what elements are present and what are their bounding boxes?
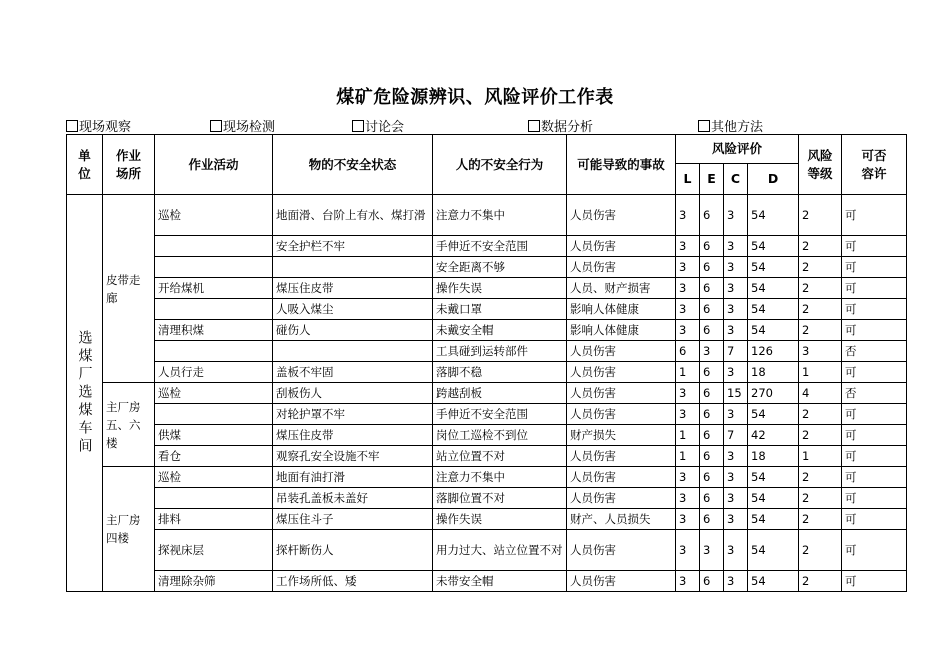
l-cell: 3: [676, 320, 700, 341]
l-cell: 1: [676, 425, 700, 446]
activity-cell: [155, 299, 273, 320]
behavior-cell: 未带安全帽: [433, 571, 567, 592]
level-cell: 2: [799, 278, 842, 299]
level-cell: 2: [799, 509, 842, 530]
level-cell: 2: [799, 404, 842, 425]
place-cell: 主厂房 五、六 楼: [103, 383, 155, 467]
e-cell: 6: [700, 404, 724, 425]
c-cell: 3: [724, 299, 748, 320]
l-cell: 3: [676, 278, 700, 299]
level-cell: 2: [799, 236, 842, 257]
e-cell: 3: [700, 530, 724, 571]
l-cell: 3: [676, 195, 700, 236]
accident-cell: 人员伤害: [567, 383, 676, 404]
accident-cell: 人员伤害: [567, 341, 676, 362]
col-header-tolerable: 可否 容许: [842, 135, 907, 195]
table-row: [67, 509, 907, 530]
object-state-cell: 安全护栏不牢: [273, 236, 433, 257]
table-row: [67, 299, 907, 320]
d-cell: 18: [748, 446, 799, 467]
object-state-cell: 盖板不牢固: [273, 362, 433, 383]
l-cell: 1: [676, 362, 700, 383]
level-cell: 4: [799, 383, 842, 404]
activity-cell: 清理除杂筛: [155, 571, 273, 592]
behavior-cell: 手伸近不安全范围: [433, 404, 567, 425]
behavior-cell: 安全距离不够: [433, 257, 567, 278]
l-cell: 6: [676, 341, 700, 362]
tolerable-cell: 可: [842, 467, 907, 488]
col-header-activity: 作业活动: [155, 135, 273, 195]
tolerable-cell: 可: [842, 446, 907, 467]
tolerable-cell: 可: [842, 362, 907, 383]
activity-cell: [155, 341, 273, 362]
e-cell: 6: [700, 467, 724, 488]
l-cell: 3: [676, 488, 700, 509]
table-row: [67, 195, 907, 236]
table-row: [67, 530, 907, 571]
object-state-cell: 对轮护罩不牢: [273, 404, 433, 425]
level-cell: 2: [799, 299, 842, 320]
behavior-cell: 岗位工巡检不到位: [433, 425, 567, 446]
c-cell: 3: [724, 446, 748, 467]
place-cell: 皮带走 廊: [103, 195, 155, 383]
activity-cell: 看仓: [155, 446, 273, 467]
e-cell: 6: [700, 446, 724, 467]
c-cell: 3: [724, 404, 748, 425]
activity-cell: 排料: [155, 509, 273, 530]
table-row: [67, 278, 907, 299]
c-cell: 3: [724, 571, 748, 592]
behavior-cell: 操作失误: [433, 509, 567, 530]
e-cell: 3: [700, 341, 724, 362]
activity-cell: 开给煤机: [155, 278, 273, 299]
method-option[interactable]: 数据分析: [528, 116, 593, 135]
table-row: [67, 404, 907, 425]
table-row: [67, 446, 907, 467]
e-cell: 6: [700, 195, 724, 236]
table-row: [67, 425, 907, 446]
c-cell: 3: [724, 257, 748, 278]
d-cell: 54: [748, 195, 799, 236]
tolerable-cell: 可: [842, 571, 907, 592]
behavior-cell: 操作失误: [433, 278, 567, 299]
d-cell: 54: [748, 278, 799, 299]
unit-cell: 选煤厂选煤车间: [67, 195, 103, 592]
table-row: [67, 257, 907, 278]
behavior-cell: 注意力不集中: [433, 467, 567, 488]
l-cell: 3: [676, 467, 700, 488]
d-cell: 54: [748, 257, 799, 278]
checkbox-icon[interactable]: [352, 120, 364, 132]
d-cell: 54: [748, 467, 799, 488]
tolerable-cell: 可: [842, 404, 907, 425]
e-cell: 6: [700, 488, 724, 509]
table-row: [67, 341, 907, 362]
c-cell: 3: [724, 509, 748, 530]
col-header-object-state: 物的不安全状态: [273, 135, 433, 195]
level-cell: 1: [799, 446, 842, 467]
c-cell: 7: [724, 425, 748, 446]
checkbox-icon[interactable]: [210, 120, 222, 132]
l-cell: 1: [676, 446, 700, 467]
behavior-cell: 站立位置不对: [433, 446, 567, 467]
l-cell: 3: [676, 404, 700, 425]
tolerable-cell: 可: [842, 278, 907, 299]
l-cell: 3: [676, 236, 700, 257]
accident-cell: 影响人体健康: [567, 320, 676, 341]
level-cell: 2: [799, 257, 842, 278]
table-row: [67, 571, 907, 592]
l-cell: 3: [676, 299, 700, 320]
d-cell: 18: [748, 362, 799, 383]
tolerable-cell: 可: [842, 425, 907, 446]
tolerable-cell: 可: [842, 299, 907, 320]
accident-cell: 人员伤害: [567, 446, 676, 467]
e-cell: 6: [700, 278, 724, 299]
checkbox-icon[interactable]: [66, 120, 78, 132]
d-cell: 54: [748, 530, 799, 571]
object-state-cell: 碰伤人: [273, 320, 433, 341]
l-cell: 3: [676, 383, 700, 404]
d-cell: 54: [748, 320, 799, 341]
e-cell: 6: [700, 425, 724, 446]
tolerable-cell: 否: [842, 341, 907, 362]
accident-cell: 人员伤害: [567, 530, 676, 571]
method-checklist: [66, 116, 906, 134]
behavior-cell: 未戴安全帽: [433, 320, 567, 341]
d-cell: 54: [748, 299, 799, 320]
c-cell: 3: [724, 362, 748, 383]
table-row: [67, 236, 907, 257]
l-cell: 3: [676, 571, 700, 592]
level-cell: 2: [799, 530, 842, 571]
behavior-cell: 注意力不集中: [433, 195, 567, 236]
behavior-cell: 未戴口罩: [433, 299, 567, 320]
e-cell: 6: [700, 236, 724, 257]
accident-cell: 影响人体健康: [567, 299, 676, 320]
d-cell: 54: [748, 236, 799, 257]
method-option[interactable]: 讨论会: [352, 116, 404, 135]
activity-cell: 人员行走: [155, 362, 273, 383]
level-cell: 3: [799, 341, 842, 362]
object-state-cell: 人吸入煤尘: [273, 299, 433, 320]
risk-table: [66, 134, 907, 592]
object-state-cell: 刮板伤人: [273, 383, 433, 404]
table-row: [67, 467, 907, 488]
c-cell: 3: [724, 278, 748, 299]
d-cell: 54: [748, 404, 799, 425]
c-cell: 3: [724, 530, 748, 571]
d-cell: 54: [748, 509, 799, 530]
accident-cell: 人员伤害: [567, 488, 676, 509]
level-cell: 2: [799, 425, 842, 446]
activity-cell: [155, 488, 273, 509]
tolerable-cell: 可: [842, 320, 907, 341]
d-cell: 270: [748, 383, 799, 404]
object-state-cell: 观察孔安全设施不牢: [273, 446, 433, 467]
c-cell: 3: [724, 236, 748, 257]
level-cell: 2: [799, 488, 842, 509]
activity-cell: 巡检: [155, 383, 273, 404]
object-state-cell: 吊装孔盖板未盖好: [273, 488, 433, 509]
object-state-cell: 地面有油打滑: [273, 467, 433, 488]
col-header-e: E: [700, 164, 724, 195]
accident-cell: 人员伤害: [567, 257, 676, 278]
accident-cell: 人员伤害: [567, 404, 676, 425]
e-cell: 6: [700, 509, 724, 530]
checkbox-icon[interactable]: [698, 120, 710, 132]
d-cell: 126: [748, 341, 799, 362]
activity-cell: 供煤: [155, 425, 273, 446]
level-cell: 2: [799, 195, 842, 236]
tolerable-cell: 可: [842, 488, 907, 509]
accident-cell: 人员伤害: [567, 362, 676, 383]
c-cell: 3: [724, 195, 748, 236]
tolerable-cell: 可: [842, 195, 907, 236]
e-cell: 6: [700, 362, 724, 383]
tolerable-cell: 可: [842, 236, 907, 257]
l-cell: 3: [676, 257, 700, 278]
accident-cell: 财产、人员损失: [567, 509, 676, 530]
method-option[interactable]: 其他方法: [698, 116, 763, 135]
d-cell: 42: [748, 425, 799, 446]
accident-cell: 人员、财产损害: [567, 278, 676, 299]
method-option[interactable]: 现场检测: [210, 116, 275, 135]
e-cell: 6: [700, 320, 724, 341]
level-cell: 2: [799, 320, 842, 341]
place-cell: 主厂房 四楼: [103, 467, 155, 592]
table-row: [67, 362, 907, 383]
col-header-place: 作业 场所: [103, 135, 155, 195]
behavior-cell: 落脚不稳: [433, 362, 567, 383]
behavior-cell: 手伸近不安全范围: [433, 236, 567, 257]
activity-cell: 清理积煤: [155, 320, 273, 341]
tolerable-cell: 可: [842, 509, 907, 530]
object-state-cell: 探杆断伤人: [273, 530, 433, 571]
table-row: [67, 320, 907, 341]
e-cell: 6: [700, 257, 724, 278]
table-row: [67, 488, 907, 509]
object-state-cell: [273, 341, 433, 362]
col-header-human-behavior: 人的不安全行为: [433, 135, 567, 195]
object-state-cell: 煤压住皮带: [273, 278, 433, 299]
page-title: 煤矿危险源辨识、风险评价工作表: [336, 87, 614, 108]
e-cell: 6: [700, 571, 724, 592]
behavior-cell: 工具碰到运转部件: [433, 341, 567, 362]
behavior-cell: 落脚位置不对: [433, 488, 567, 509]
col-header-accident: 可能导致的事故: [567, 135, 676, 195]
activity-cell: 探视床层: [155, 530, 273, 571]
activity-cell: [155, 257, 273, 278]
level-cell: 1: [799, 362, 842, 383]
d-cell: 54: [748, 571, 799, 592]
c-cell: 15: [724, 383, 748, 404]
e-cell: 6: [700, 383, 724, 404]
col-header-c: C: [724, 164, 748, 195]
c-cell: 3: [724, 320, 748, 341]
d-cell: 54: [748, 488, 799, 509]
accident-cell: 财产损失: [567, 425, 676, 446]
accident-cell: 人员伤害: [567, 195, 676, 236]
level-cell: 2: [799, 571, 842, 592]
behavior-cell: 用力过大、站立位置不对: [433, 530, 567, 571]
c-cell: 7: [724, 341, 748, 362]
table-row: [67, 383, 907, 404]
accident-cell: 人员伤害: [567, 571, 676, 592]
col-header-level: 风险 等级: [799, 135, 842, 195]
accident-cell: 人员伤害: [567, 236, 676, 257]
tolerable-cell: 否: [842, 383, 907, 404]
c-cell: 3: [724, 467, 748, 488]
activity-cell: [155, 404, 273, 425]
e-cell: 6: [700, 299, 724, 320]
accident-cell: 人员伤害: [567, 467, 676, 488]
col-header-l: L: [676, 164, 700, 195]
activity-cell: [155, 236, 273, 257]
tolerable-cell: 可: [842, 530, 907, 571]
tolerable-cell: 可: [842, 257, 907, 278]
object-state-cell: 煤压住斗子: [273, 509, 433, 530]
activity-cell: 巡检: [155, 195, 273, 236]
object-state-cell: [273, 257, 433, 278]
object-state-cell: 工作场所低、矮: [273, 571, 433, 592]
c-cell: 3: [724, 488, 748, 509]
activity-cell: 巡检: [155, 467, 273, 488]
level-cell: 2: [799, 467, 842, 488]
behavior-cell: 跨越刮板: [433, 383, 567, 404]
col-header-d: D: [748, 164, 799, 195]
l-cell: 3: [676, 530, 700, 571]
method-option[interactable]: 现场观察: [66, 116, 131, 135]
object-state-cell: 煤压住皮带: [273, 425, 433, 446]
col-header-unit: 单 位: [67, 135, 103, 195]
l-cell: 3: [676, 509, 700, 530]
object-state-cell: 地面滑、台阶上有水、煤打滑: [273, 195, 433, 236]
checkbox-icon[interactable]: [528, 120, 540, 132]
col-header-risk-eval: 风险评价: [676, 135, 799, 164]
